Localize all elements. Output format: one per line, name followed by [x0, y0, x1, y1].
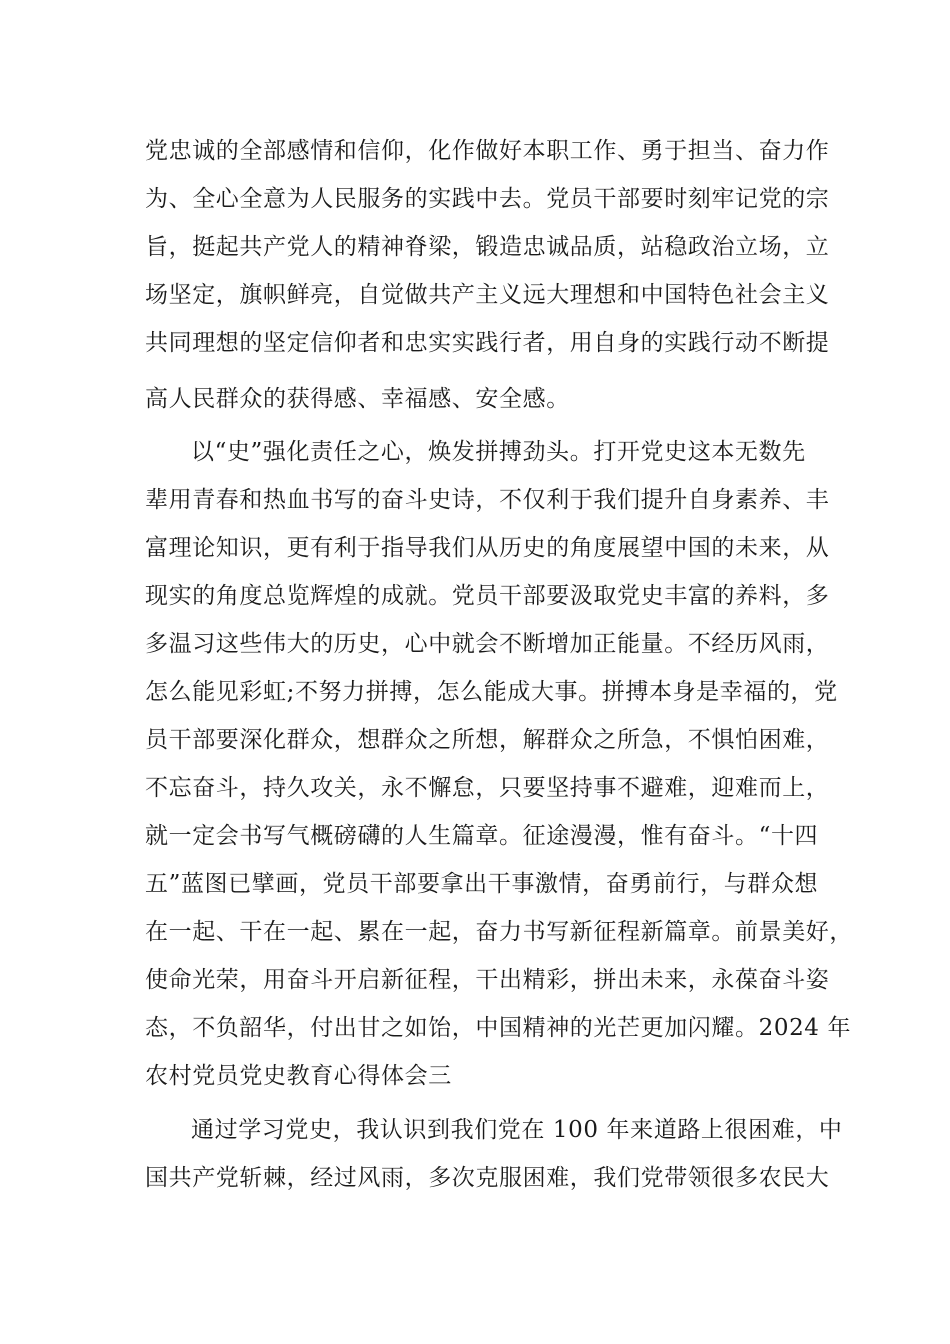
- text-line: 使命光荣，用奋斗开启新征程，干出精彩，拼出未来，永葆奋斗姿: [145, 967, 830, 993]
- text-line: 多温习这些伟大的历史，心中就会不断增加正能量。不经历风雨，: [145, 631, 830, 657]
- text-line: 富理论知识，更有利于指导我们从历史的角度展望中国的未来，从: [145, 535, 830, 561]
- text-line: 在一起、干在一起、累在一起，奋力书写新征程新篇章。前景美好，: [145, 919, 853, 945]
- text-line: 怎么能见彩虹;不努力拼搏，怎么能成大事。拼搏本身是幸福的，党: [145, 679, 838, 705]
- text-line: 现实的角度总览辉煌的成就。党员干部要汲取党史丰富的养料，多: [145, 583, 830, 609]
- text-line: 态，不负韶华，付出甘之如饴，中国精神的光芒更加闪耀。2024 年: [145, 1015, 852, 1041]
- text-line: 为、全心全意为人民服务的实践中去。党员干部要时刻牢记党的宗: [145, 186, 830, 212]
- text-line: 农村党员党史教育心得体会三: [145, 1063, 452, 1089]
- text-line: 五”蓝图已擘画，党员干部要拿出干事激情，奋勇前行，与群众想: [145, 871, 819, 897]
- text-line: 国共产党斩棘，经过风雨，多次克服困难，我们党带领很多农民大: [145, 1165, 830, 1191]
- text-line: 党忠诚的全部感情和信仰，化作做好本职工作、勇于担当、奋力作: [145, 138, 830, 164]
- paragraph-first-line: 通过学习党史，我认识到我们党在 100 年来道路上很困难，中: [191, 1117, 843, 1143]
- text-line: 员干部要深化群众，想群众之所想，解群众之所急，不惧怕困难，: [145, 727, 830, 753]
- text-line: 旨，挺起共产党人的精神脊梁，锻造忠诚品质，站稳政治立场，立: [145, 234, 830, 260]
- text-line: 共同理想的坚定信仰者和忠实实践行者，用自身的实践行动不断提: [145, 330, 830, 356]
- text-line: 场坚定，旗帜鲜亮，自觉做共产主义远大理想和中国特色社会主义: [145, 282, 830, 308]
- paragraph-first-line: 以“史”强化责任之心，焕发拼搏劲头。打开党史这本无数先: [191, 439, 806, 465]
- text-line: 辈用青春和热血书写的奋斗史诗，不仅利于我们提升自身素养、丰: [145, 487, 830, 513]
- text-line: 不忘奋斗，持久攻关，永不懈怠，只要坚持事不避难，迎难而上，: [145, 775, 830, 801]
- text-line: 就一定会书写气概磅礴的人生篇章。征途漫漫，惟有奋斗。“十四: [145, 823, 819, 849]
- text-line: 高人民群众的获得感、幸福感、安全感。: [145, 386, 570, 412]
